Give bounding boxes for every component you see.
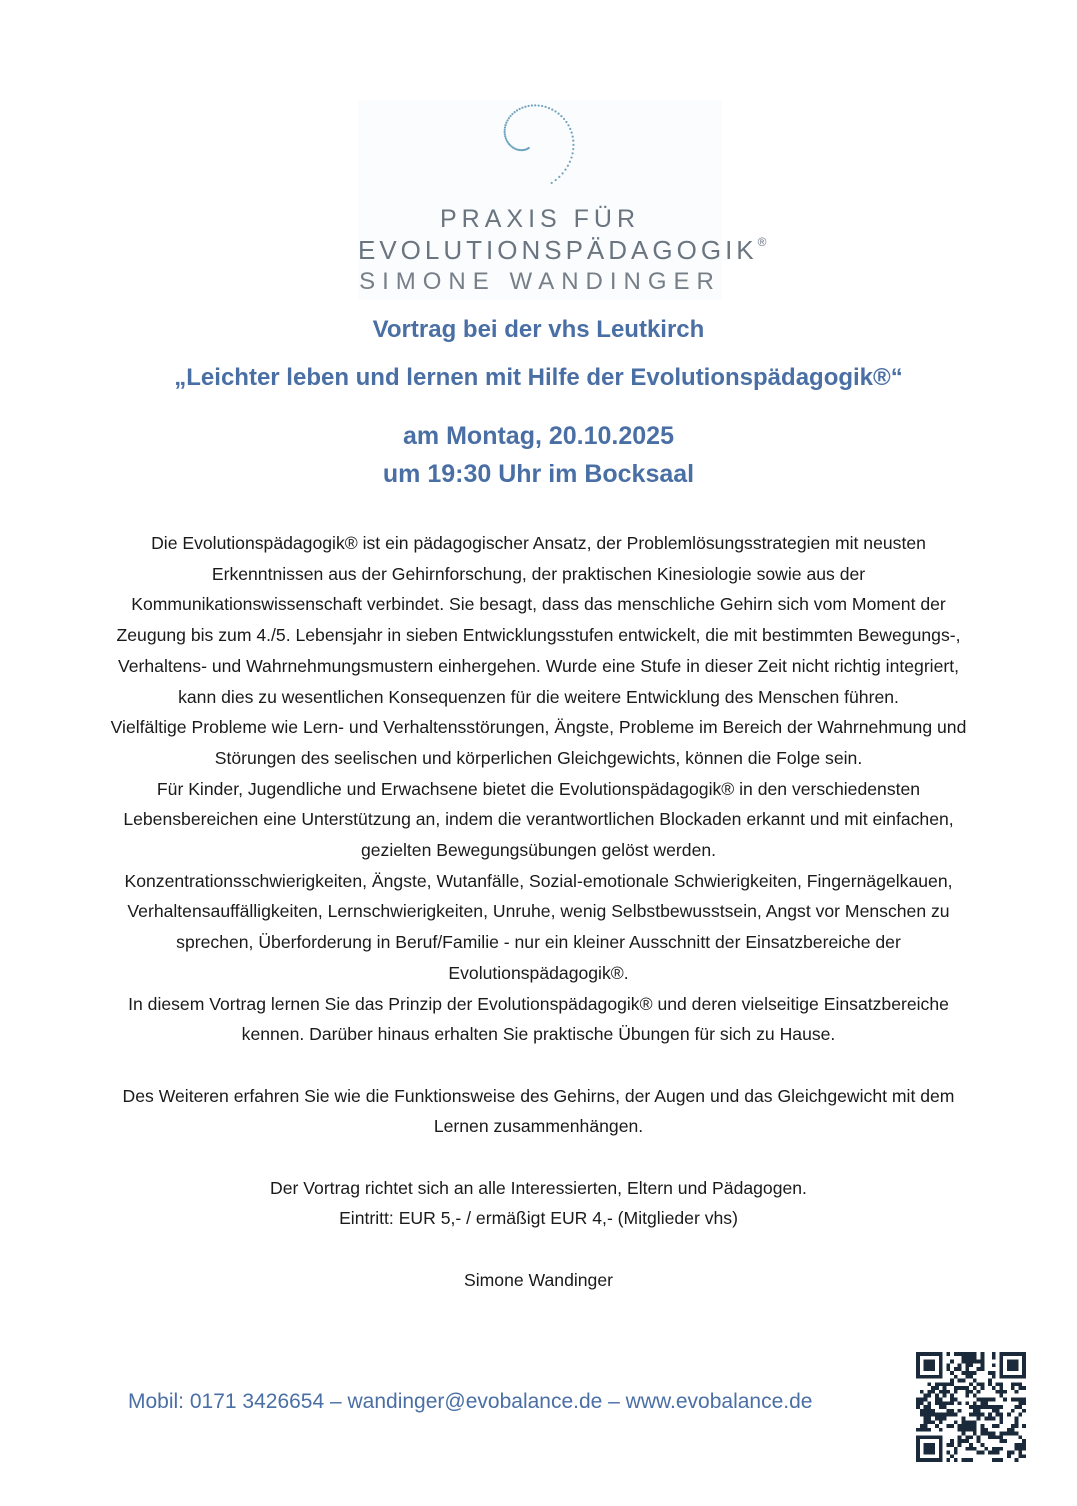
practice-logo bbox=[358, 100, 767, 300]
paragraph-audience: Der Vortrag richtet sich an alle Interessierten, Eltern und Pädagogen. bbox=[270, 1177, 807, 1198]
description-body bbox=[100, 528, 977, 1296]
logo-line-evolutionspaedagogik: EVOLUTIONSPÄDAGOGIK® bbox=[358, 235, 767, 265]
qr-code-icon bbox=[916, 1352, 1026, 1462]
signature: Simone Wandinger bbox=[464, 1269, 613, 1290]
logo-line-praxis: PRAXIS FÜR bbox=[439, 205, 641, 233]
paragraph-admission: Eintritt: EUR 5,- / ermäßigt EUR 4,- (Mitglieder vhs) bbox=[339, 1208, 738, 1229]
event-date: am Montag, 20.10.2025 bbox=[403, 422, 674, 450]
paragraph-lecture: In diesem Vortrag lernen Sie das Prinzip der Evolutionspädagogik® und deren vielseitige Einsatzbereiche kennen. Darüber hinaus erhalten Sie praktische Übungen für sich zu Hause. bbox=[128, 993, 949, 1045]
paragraph-support: Für Kinder, Jugendliche und Erwachsene bietet die Evolutionspädagogik® in den verschiedensten Lebensbereichen eine Unterstützung an, indem die verantwortlichen Blockaden erkannt und mit einfachen, gezielten Bewegungsübungen gelöst werden. bbox=[123, 778, 954, 861]
event-title: Vortrag bei der vhs Leutkirch bbox=[372, 316, 705, 343]
logo-line-name: SIMONE WANDINGER bbox=[359, 268, 721, 295]
registered-mark: ® bbox=[757, 235, 767, 249]
spiral-icon bbox=[470, 100, 600, 185]
contact-line: Mobil: 0171 3426654 – wandinger@evobalance.de – www.evobalance.de bbox=[128, 1390, 813, 1413]
paragraph-problems: Vielfältige Probleme wie Lern- und Verhaltensstörungen, Ängste, Probleme im Bereich der Wahrnehmung und Störungen des seelischen und körperlichen Gleichgewichts, können die Folge sein. bbox=[110, 717, 967, 768]
event-subtitle: „Leichter leben und lernen mit Hilfe der Evolutionspädagogik®“ bbox=[174, 364, 903, 391]
event-time-place: um 19:30 Uhr im Bocksaal bbox=[382, 460, 695, 488]
paragraph-areas: Konzentrationsschwierigkeiten, Ängste, Wutanfälle, Sozial-emotionale Schwierigkeiten, Fingernägelkauen, Verhaltensauffälligkeiten, Lernschwierigkeiten, Unruhe, wenig Selbstbewusstsein, Angst vor Menschen zu sprechen, Überforderung in Beruf/Familie - nur ein kleiner Ausschnitt der Einsatzbereiche der Evolutionspädagogik®. bbox=[124, 870, 953, 983]
paragraph-further: Des Weiteren erfahren Sie wie die Funktionsweise des Gehirns, der Augen und das Gleichgewicht mit dem Lernen zusammenhängen. bbox=[122, 1085, 955, 1137]
paragraph-intro: Die Evolutionspädagogik® ist ein pädagogischer Ansatz, der Problemlösungsstrategien mit neusten Erkenntnissen aus der Gehirnforschung, der praktischen Kinesiologie sowie aus der Kommunikationswissenschaft verbindet. Sie besagt, dass das menschliche Gehirn sich vom Moment der Zeugung bis zum 4./5. Lebensjahr in sieben Entwicklungsstufen entwickelt, die mit bestimmten Bewegungs-, Verhaltens- und Wahrnehmungsmustern einhergehen. Wurde eine Stufe in dieser Zeit nicht richtig integriert, kann dies zu wesentlichen Konsequenzen für die weitere Entwicklung des Menschen führen. bbox=[116, 533, 961, 707]
